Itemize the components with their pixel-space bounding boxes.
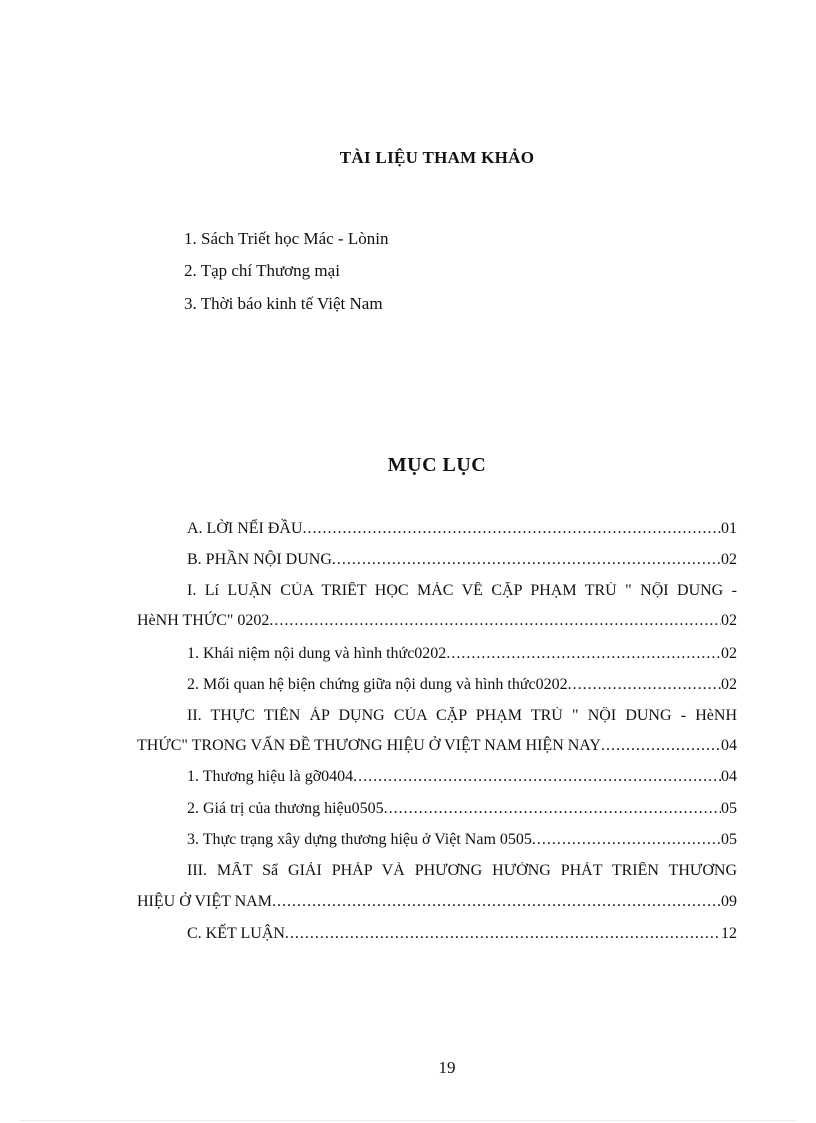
toc-entry-label: 1. Thương hiệu là gỡ0404	[187, 768, 354, 785]
toc-entry-page: 04	[721, 737, 737, 754]
toc-leader-dots	[532, 831, 721, 849]
toc-entry-page: 09	[721, 893, 737, 910]
toc-entry-label: 2. Giá trị của thương hiệu0505	[187, 800, 384, 817]
references-title: TÀI LIỆU THAM KHẢO	[339, 148, 535, 167]
toc-leader-dots	[272, 893, 721, 911]
toc-entry-label: 2. Mối quan hệ biện chứng giữa nội dung và hình thức0202	[187, 676, 568, 693]
toc-entry-label-line1: III. MẤT Sẩ GIẢI PHÁP VÀ PHƯƠNG HƯỚNG PHÁT TRIỂN THƯƠNG	[187, 862, 737, 879]
toc-entry	[137, 893, 737, 915]
toc-entry-page: 02	[721, 551, 737, 568]
toc-entry-page: 02	[721, 676, 737, 693]
toc-entry-label: B. PHẦN NỘI DUNG	[187, 551, 332, 568]
toc-entry-label: 1. Khái niệm nội dung và hình thức0202	[187, 645, 447, 662]
toc-leader-dots	[446, 645, 721, 663]
reference-item: 2. Tạp chí Thương mại	[184, 261, 340, 280]
toc-entry	[187, 800, 737, 822]
toc-entry-page: 02	[721, 612, 737, 629]
toc-entry-page: 02	[721, 645, 737, 662]
toc-entry	[187, 551, 737, 573]
toc-entry-label-line2: HIỆU Ở VIỆT NAM	[137, 893, 272, 910]
toc-entry-page: 01	[721, 520, 737, 537]
reference-item: 1. Sách Triết học Mác - Lònin	[184, 229, 389, 248]
toc-leader-dots	[332, 551, 721, 569]
toc-entry	[137, 737, 737, 759]
toc-entry-label: C. KẾT LUẬN	[187, 925, 285, 942]
toc-entry-page: 12	[721, 925, 737, 942]
toc-entry-page: 05	[721, 800, 737, 817]
toc-entry	[187, 520, 737, 542]
toc-entry	[187, 768, 737, 790]
toc-entry-label-line1: I. Lí LUẬN CỦA TRIẾT HỌC MÁC VỀ CẶP PHẠM TRÙ " NỘI DUNG -	[187, 582, 737, 599]
toc-entry-label-line2: THỨC" TRONG VẤN ĐỀ THƯƠNG HIỆU Ở VIỆT NAM HIỆN NAY	[137, 737, 601, 754]
toc-leader-dots	[601, 737, 721, 755]
toc-entry-label-line1: II. THỰC TIỄN ÁP DỤNG CỦA CẶP PHẠM TRÙ " NỘI DUNG - HèNH	[187, 707, 737, 724]
toc-leader-dots	[568, 676, 721, 694]
toc-leader-dots	[303, 520, 721, 538]
toc-entry-page: 05	[721, 831, 737, 848]
toc-entry	[187, 925, 737, 947]
toc-entry-label: A. LỜI NỂI ĐẦU	[187, 520, 303, 537]
toc-entry	[187, 676, 737, 698]
page-number: 19	[438, 1058, 456, 1077]
page-bottom-divider	[20, 1120, 796, 1121]
toc-leader-dots	[384, 800, 721, 818]
toc-leader-dots	[353, 768, 721, 786]
toc-entry	[187, 645, 737, 667]
toc-leader-dots	[285, 925, 721, 943]
toc-entry-label-line2: HèNH THỨC" 0202	[137, 612, 270, 629]
reference-item: 3. Thời báo kinh tế Việt Nam	[184, 294, 383, 313]
toc-entry-page: 04	[721, 768, 737, 785]
toc-leader-dots	[269, 612, 721, 630]
toc-entry	[137, 612, 737, 634]
toc-title: MỤC LỤC	[387, 454, 487, 476]
toc-entry-label: 3. Thực trạng xây dựng thương hiệu ở Việt Nam 0505	[187, 831, 532, 848]
toc-entry	[187, 831, 737, 853]
